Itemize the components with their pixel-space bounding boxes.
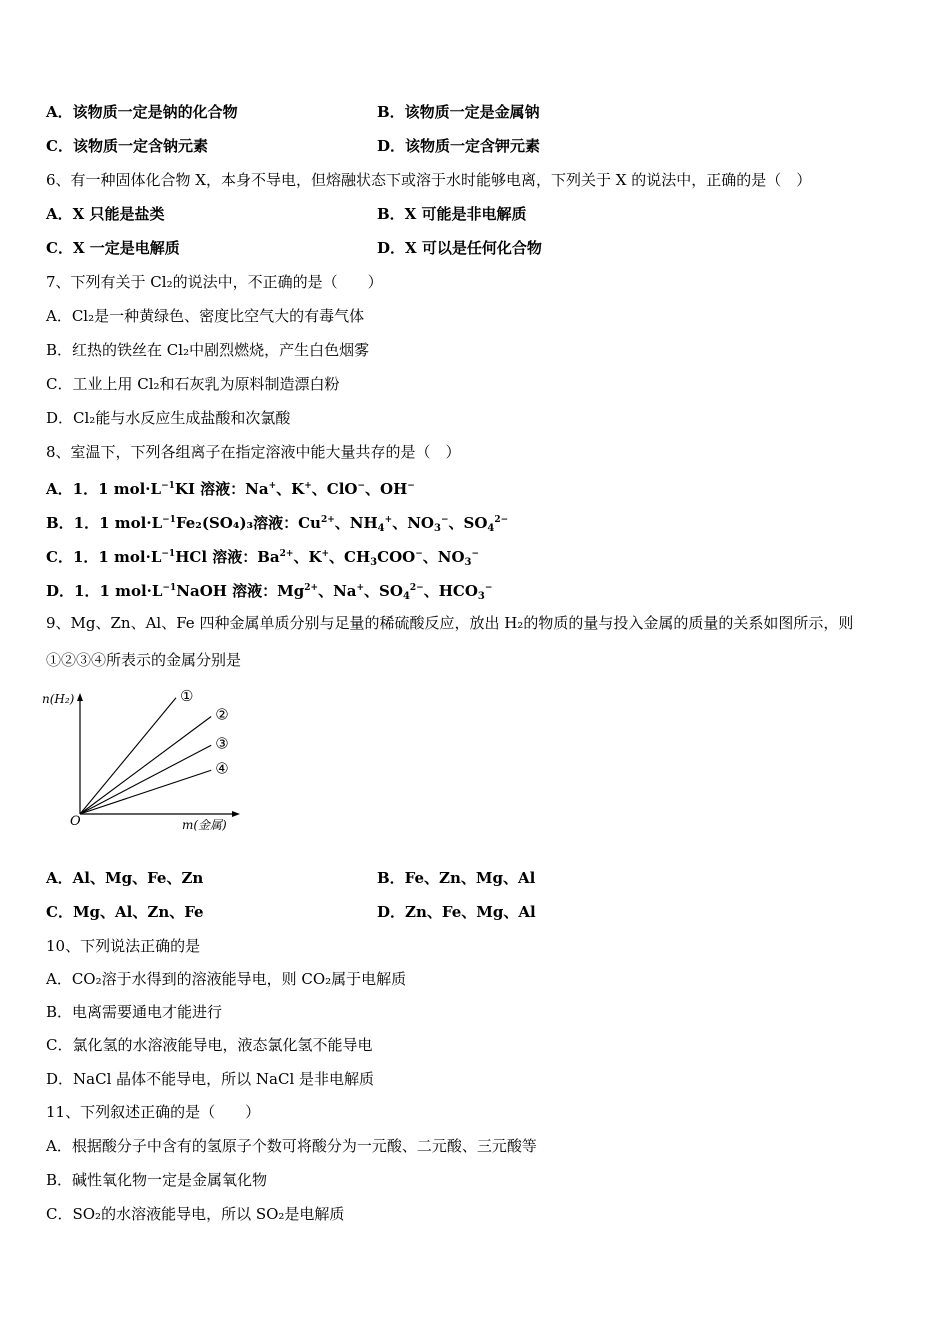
series-line-2 — [80, 717, 211, 815]
q9-option-d: D．Zn、Fe、Mg、Al — [377, 903, 536, 921]
ion-subscript: 4 — [487, 523, 495, 534]
ion-text: 、K — [293, 548, 322, 566]
origin-label: O — [70, 814, 81, 829]
q10-option-b: B．电离需要通电才能进行 — [46, 1003, 223, 1021]
series-group — [80, 687, 229, 814]
ion-text: 、NO — [392, 514, 434, 532]
ion-charge: − — [407, 481, 415, 491]
q6-stem: 6、有一种固体化合物 X，本身不导电，但熔融状态下或溶于水时能够电离，下列关于 X 的说法中，正确的是（ ） — [46, 171, 812, 189]
ion-charge: − — [440, 515, 449, 525]
y-axis-label: n(H₂) — [42, 692, 75, 706]
option-prefix: D．1．1 mol·L — [46, 582, 163, 600]
q9-chart — [40, 675, 250, 845]
ion-charge: − — [484, 583, 493, 593]
series-label-2: ② — [215, 705, 229, 724]
ion-charge: 2+ — [279, 549, 294, 559]
solute-text: NaOH 溶液：Mg — [176, 582, 305, 600]
q11-option-a: A．根据酸分子中含有的氢原子个数可将酸分为一元酸、二元酸、三元酸等 — [46, 1137, 537, 1155]
ion-charge: 2− — [409, 583, 424, 593]
q10-option-a: A．CO₂溶于水得到的溶液能导电，则 CO₂属于电解质 — [46, 970, 407, 988]
q9-option-c: C．Mg、Al、Zn、Fe — [46, 903, 204, 921]
ion-subscript: 4 — [377, 523, 385, 534]
ion-subscript: 3 — [370, 557, 378, 568]
series-label-4: ④ — [215, 759, 229, 778]
ion-subscript: 3 — [433, 523, 441, 534]
series-line-1 — [80, 698, 176, 814]
ion-text: 、HCO — [423, 582, 478, 600]
q7-stem: 7、下列有关于 Cl₂的说法中，不正确的是（ ） — [46, 273, 383, 291]
q8-option-d — [46, 576, 492, 600]
ion-charge: + — [384, 515, 393, 525]
solute-text: Fe₂(SO₄)₃溶液：Cu — [175, 514, 321, 532]
ion-charge: 2+ — [304, 583, 319, 593]
ion-text: 、SO — [364, 582, 403, 600]
q6-option-d: D．X 可以是任何化合物 — [377, 239, 542, 257]
q8-option-b — [46, 508, 508, 532]
option-prefix: C．1．1 mol·L — [46, 548, 162, 566]
q5-option-c: C．该物质一定含钠元素 — [46, 137, 208, 155]
q6-option-c: C．X 一定是电解质 — [46, 239, 180, 257]
q6-option-b: B．X 可能是非电解质 — [377, 205, 527, 223]
ion-charge: + — [268, 481, 277, 491]
q10-stem: 10、下列说法正确的是 — [46, 937, 201, 955]
option-prefix: B．1．1 mol·L — [46, 514, 163, 532]
ion-text: 、SO — [448, 514, 488, 532]
series-label-3: ③ — [215, 734, 229, 753]
q8-option-a — [46, 474, 415, 498]
ion-charge: + — [304, 481, 312, 491]
q9-option-b: B．Fe、Zn、Mg、Al — [377, 869, 536, 887]
option-prefix: A．1．1 mol·L — [46, 480, 162, 498]
ion-text: 、NH — [334, 514, 378, 532]
ion-charge: − — [471, 549, 480, 559]
q7-option-c: C．工业上用 Cl₂和石灰乳为原料制造漂白粉 — [46, 375, 340, 393]
ion-charge: − — [415, 549, 423, 559]
ion-subscript: 3 — [464, 557, 472, 568]
q5-option-a: A．该物质一定是钠的化合物 — [46, 103, 238, 121]
series-line-4 — [80, 770, 211, 814]
q5-option-d: D．该物质一定含钾元素 — [377, 137, 541, 155]
q10-option-d: D．NaCl 晶体不能导电，所以 NaCl 是非电解质 — [46, 1070, 375, 1088]
q7-option-d: D．Cl₂能与水反应生成盐酸和次氯酸 — [46, 409, 291, 427]
q6-option-a: A．X 只能是盐类 — [46, 205, 165, 223]
y-axis-arrow — [77, 693, 83, 701]
ion-charge: − — [357, 481, 366, 491]
ion-text: COO — [377, 548, 416, 566]
ion-subscript: 3 — [477, 591, 485, 602]
x-axis-arrow — [232, 811, 240, 817]
solute-text: KI 溶液：Na — [174, 480, 269, 498]
q7-option-a: A．Cl₂是一种黄绿色、密度比空气大的有毒气体 — [46, 307, 365, 325]
solute-text: HCl 溶液：Ba — [175, 548, 280, 566]
unit-superscript: −1 — [162, 583, 177, 593]
q10-option-c: C．氯化氢的水溶液能导电，液态氯化氢不能导电 — [46, 1036, 373, 1054]
q11-option-b: B．碱性氧化物一定是金属氧化物 — [46, 1171, 268, 1189]
ion-charge: + — [321, 549, 330, 559]
q7-option-b: B．红热的铁丝在 Cl₂中剧烈燃烧，产生白色烟雾 — [46, 341, 370, 359]
x-axis-label: m(金属) — [182, 818, 227, 832]
ion-text: 、Na — [318, 582, 357, 600]
q8-option-c — [46, 542, 479, 566]
q5-option-b: B．该物质一定是金属钠 — [377, 103, 540, 121]
q11-stem: 11、下列叙述正确的是（ ） — [46, 1103, 261, 1121]
ion-text: 、NO — [422, 548, 465, 566]
ion-text: 、CH — [329, 548, 371, 566]
ion-charge: + — [356, 583, 365, 593]
unit-superscript: −1 — [161, 481, 175, 491]
ion-charge: 2+ — [320, 515, 335, 525]
ion-charge: 2− — [494, 515, 509, 525]
series-line-3 — [80, 745, 211, 814]
ion-text: 、K — [276, 480, 305, 498]
ion-subscript: 4 — [402, 591, 410, 602]
q9-option-a: A．Al、Mg、Fe、Zn — [46, 869, 204, 887]
ion-text: 、OH — [365, 480, 408, 498]
q9-stem-line2: ①②③④所表示的金属分别是 — [46, 651, 242, 669]
q9-stem-line1: 9、Mg、Zn、Al、Fe 四种金属单质分别与足量的稀硫酸反应，放出 H₂的物质的量与投入金属的质量的关系如图所示，则 — [46, 614, 854, 632]
unit-superscript: −1 — [162, 515, 176, 525]
unit-superscript: −1 — [161, 549, 176, 559]
series-label-1: ① — [180, 686, 194, 705]
ion-text: 、ClO — [311, 480, 358, 498]
q11-option-c: C．SO₂的水溶液能导电，所以 SO₂是电解质 — [46, 1205, 345, 1223]
q8-stem: 8、室温下，下列各组离子在指定溶液中能大量共存的是（ ） — [46, 443, 461, 461]
